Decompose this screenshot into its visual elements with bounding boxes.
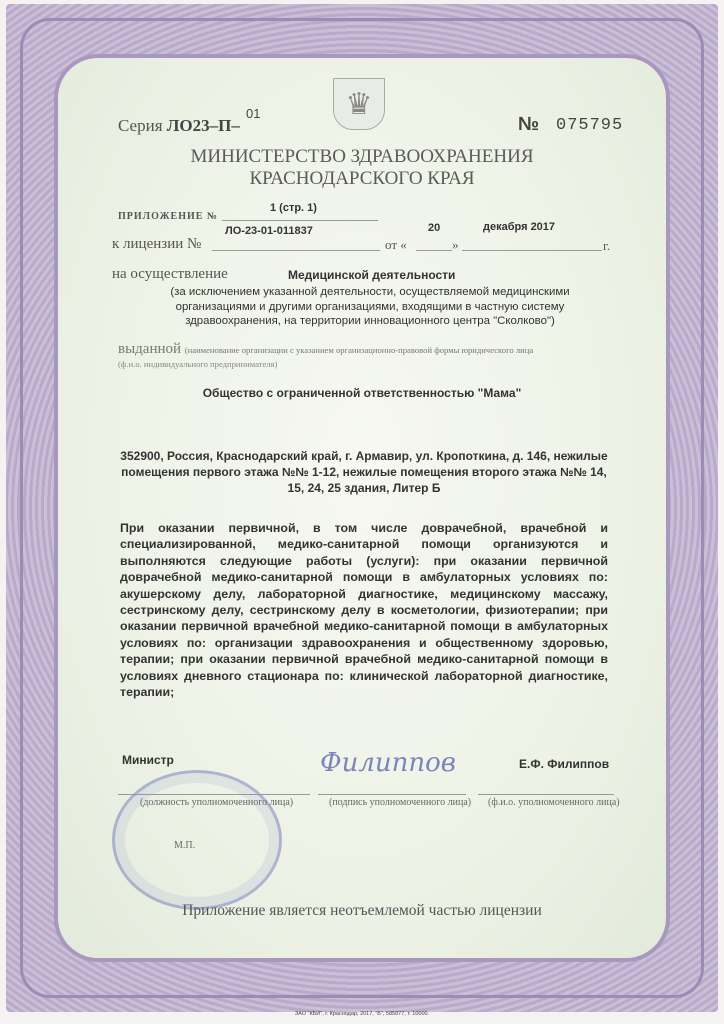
caption-signature: (подпись уполномоченного лица) [329, 797, 472, 808]
seal-place: М.П. [174, 840, 196, 851]
appendix-label: ПРИЛОЖЕНИЕ № [118, 211, 218, 222]
official-seal [112, 770, 282, 910]
activity-label: на осуществление [112, 266, 228, 282]
number-label: № [518, 114, 540, 135]
caption-position: (должность уполномоченного лица) [140, 797, 294, 808]
organization-address: 352900, Россия, Краснодарский край, г. Армавир, ул. Кропоткина, д. 146, нежилые помещения первого этажа №№ 1-12, нежилые помещения второго этажа №№ 14, 15, 24, 25 здания, Литер Б [120, 449, 608, 495]
signer-name: Е.Ф. Филиппов [519, 757, 610, 771]
services-text: При оказании первичной, в том числе доврачебной, врачебной и специализированной, медико-санитарной помощи организуются и выполняются следующие работы (услуги): при оказании первичной доврачебной медико-санитарной помощи в амбулаторных условиях по: акушерскому делу, лабораторной диагностике, медицинскому массажу, сестринскому делу, сестринскому делу в косметологии, физиотерапии; при оказании первичной врачебной медико-санитарной помощи в амбулаторных условиях по: организации здравоохранения и общественному здоровью, терапии; при оказании первичной врачебной медико-санитарной помощи в условиях дневного стационара по: клинической лабораторной диагностике, терапии; [120, 521, 608, 700]
organization-name: Общество с ограниченной ответственностью "Мама" [202, 386, 522, 400]
footer-note: Приложение является неотъемлемой частью лицензии [182, 902, 542, 919]
form-number: 075795 [556, 116, 624, 135]
date-month-year: декабря 2017 [483, 221, 556, 233]
series: Серия ЛО23–П– [118, 116, 240, 135]
activity-note: (за исключением указанной деятельности, осуществляемой медицинскими организациями и другими организациями, входящими в частную систему здравоохранения, на территории инновационного центра "Сколково") [170, 286, 570, 328]
license-number: ЛО-23-01-011837 [225, 225, 313, 237]
signer-position: Министр [122, 753, 174, 767]
ministry-title: МИНИСТЕРСТВО ЗДРАВООХРАНЕНИЯ КРАСНОДАРСКОГО КРАЯ [190, 146, 534, 189]
printer-note: ЗАО "КБИ", г. Краснодар, 2017, "Б", 585877, т. 10000. [294, 1011, 430, 1017]
signature: Филиппов [320, 748, 456, 778]
issued-label: выданной (наименование организации с указанием организационно-правовой формы юридического лица [118, 341, 534, 357]
coat-of-arms-icon: ♛ [333, 78, 385, 130]
caption-name: (ф.и.о. уполномоченного лица) [488, 797, 620, 808]
issued-hint: (ф.и.о. индивидуального предпринимателя) [118, 359, 278, 369]
activity-value: Медицинской деятельности [288, 268, 456, 282]
year-suffix: г. [603, 238, 611, 253]
series-suffix: 01 [246, 106, 261, 121]
license-label: к лицензии № [112, 236, 202, 252]
appendix-value: 1 (стр. 1) [270, 202, 317, 214]
date-day: 20 [428, 222, 441, 234]
from-label: от « [385, 237, 407, 252]
date-close: » [452, 237, 459, 252]
